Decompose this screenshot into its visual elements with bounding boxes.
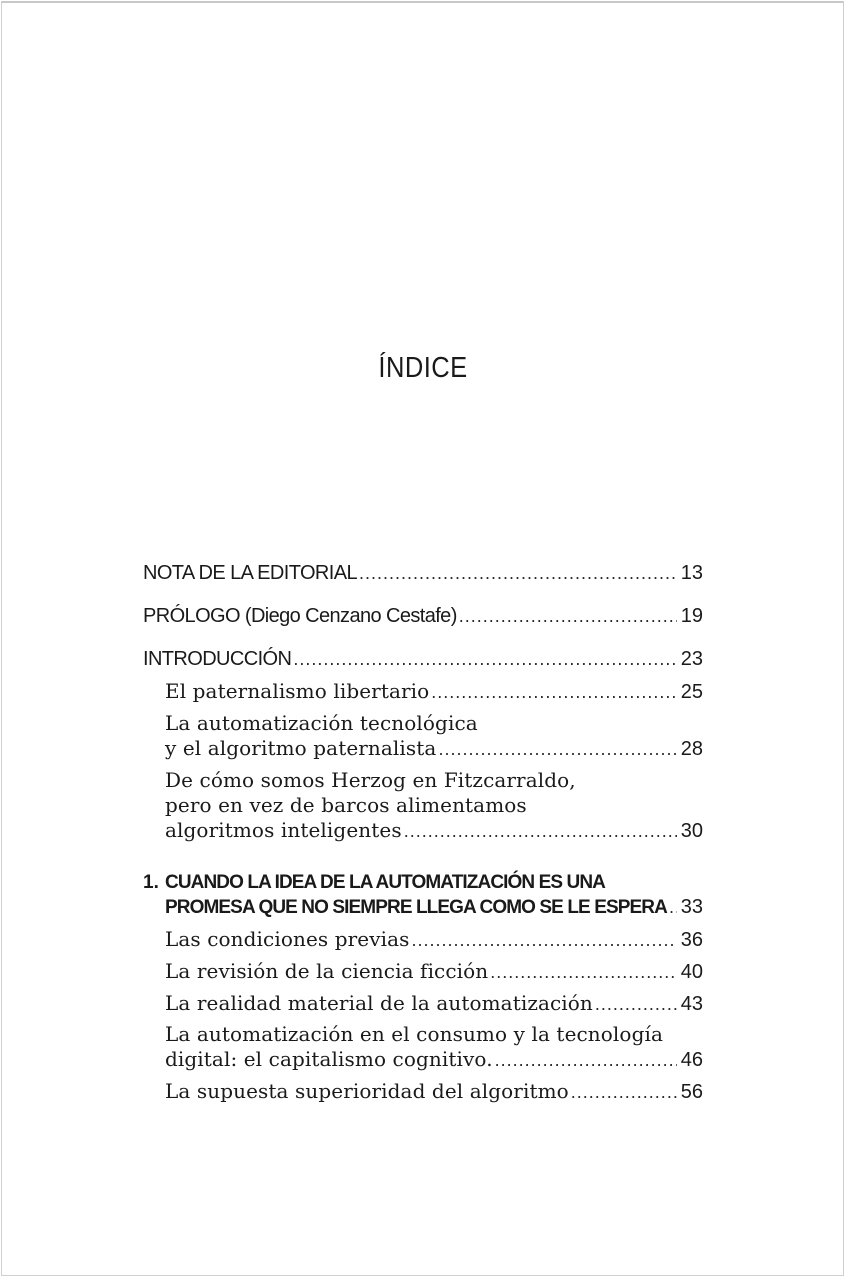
toc-line	[165, 870, 703, 895]
toc-line	[165, 818, 703, 843]
toc-subentry	[165, 959, 703, 984]
page-title: ÍNDICE	[378, 352, 468, 384]
toc-line	[143, 561, 703, 586]
toc-page-number: 13	[680, 562, 703, 584]
toc-page-number: 40	[680, 961, 703, 983]
toc-entry-chapter-1	[143, 870, 703, 920]
toc-entry-title: El paternalismo libertario	[165, 679, 430, 703]
dot-leader	[495, 1048, 677, 1073]
toc-entry-title: La supuesta superioridad del algoritmo	[165, 1079, 569, 1103]
toc-page-number: 33	[680, 896, 703, 918]
toc-entry-title: La automatización tecnológica	[165, 711, 478, 735]
toc-entry-nota	[143, 561, 703, 586]
toc-entry-title: INTRODUCCIÓN	[143, 648, 292, 670]
toc-page-number: 25	[680, 681, 703, 703]
toc-page-number: 43	[680, 993, 703, 1015]
toc-entry-title: digital: el capitalismo cognitivo.	[165, 1047, 493, 1071]
dot-leader	[595, 992, 677, 1017]
dot-leader	[490, 960, 676, 985]
toc-subentry	[165, 711, 703, 761]
toc-page-number: 36	[680, 929, 703, 951]
toc-page-number: 28	[680, 738, 703, 760]
toc-subentry	[165, 1022, 703, 1072]
toc-entry-title: La automatización en el consumo y la tecnología	[165, 1022, 663, 1046]
toc-entry-title: NOTA DE LA EDITORIAL	[143, 562, 357, 584]
toc-line	[165, 793, 703, 818]
toc-line	[165, 679, 703, 704]
toc-subentry	[165, 679, 703, 704]
toc-subentry	[165, 768, 703, 843]
toc-line	[165, 1022, 703, 1047]
toc-subentry	[165, 1079, 703, 1104]
toc-entry-title: PRÓLOGO (Diego Cenzano Cestafe)	[143, 605, 457, 627]
toc-entry-title: La realidad material de la automatización	[165, 991, 593, 1015]
toc-entry-title: PROMESA QUE NO SIEMPRE LLEGA COMO SE LE ESPERA	[165, 897, 667, 918]
dot-leader	[459, 604, 677, 629]
toc-line	[165, 711, 703, 736]
toc-entry-title: algoritmos inteligentes	[165, 818, 402, 842]
toc-line	[143, 604, 703, 629]
toc-page-number: 46	[680, 1049, 703, 1071]
toc-page-number: 30	[680, 820, 703, 842]
dot-leader	[571, 1080, 677, 1105]
toc-subentry	[165, 927, 703, 952]
toc-entry-title: De cómo somos Herzog en Fitzcarraldo,	[165, 768, 576, 792]
toc-entry-introduccion	[143, 647, 703, 672]
toc-page-number: 23	[680, 648, 703, 670]
toc-line	[165, 927, 703, 952]
toc-subentry	[165, 991, 703, 1016]
toc-line	[165, 991, 703, 1016]
toc-line	[165, 1047, 703, 1072]
toc-entry-title: Las condiciones previas	[165, 927, 410, 951]
dot-leader	[412, 928, 677, 953]
dot-leader	[404, 819, 677, 844]
toc-line	[165, 959, 703, 984]
toc-entry-title: CUANDO LA IDEA DE LA AUTOMATIZACIÓN ES UNA	[165, 872, 606, 893]
toc-entry-title: y el algoritmo paternalista	[165, 736, 437, 760]
toc-line	[165, 736, 703, 761]
toc-entry-title: pero en vez de barcos alimentamos	[165, 793, 527, 817]
toc-line	[165, 895, 703, 920]
toc-line	[143, 647, 703, 672]
dot-leader	[438, 737, 676, 762]
toc-line	[165, 768, 703, 793]
chapter-number: 1.	[143, 872, 159, 893]
dot-leader	[431, 680, 676, 705]
toc-entry-prologo	[143, 604, 703, 629]
toc-entry-title: La revisión de la ciencia ficción	[165, 959, 489, 983]
toc-page-number: 56	[680, 1081, 703, 1103]
toc-page-number: 19	[680, 605, 703, 627]
dot-leader	[293, 647, 676, 672]
dot-leader	[669, 895, 677, 920]
dot-leader	[359, 561, 677, 586]
toc-line	[165, 1079, 703, 1104]
